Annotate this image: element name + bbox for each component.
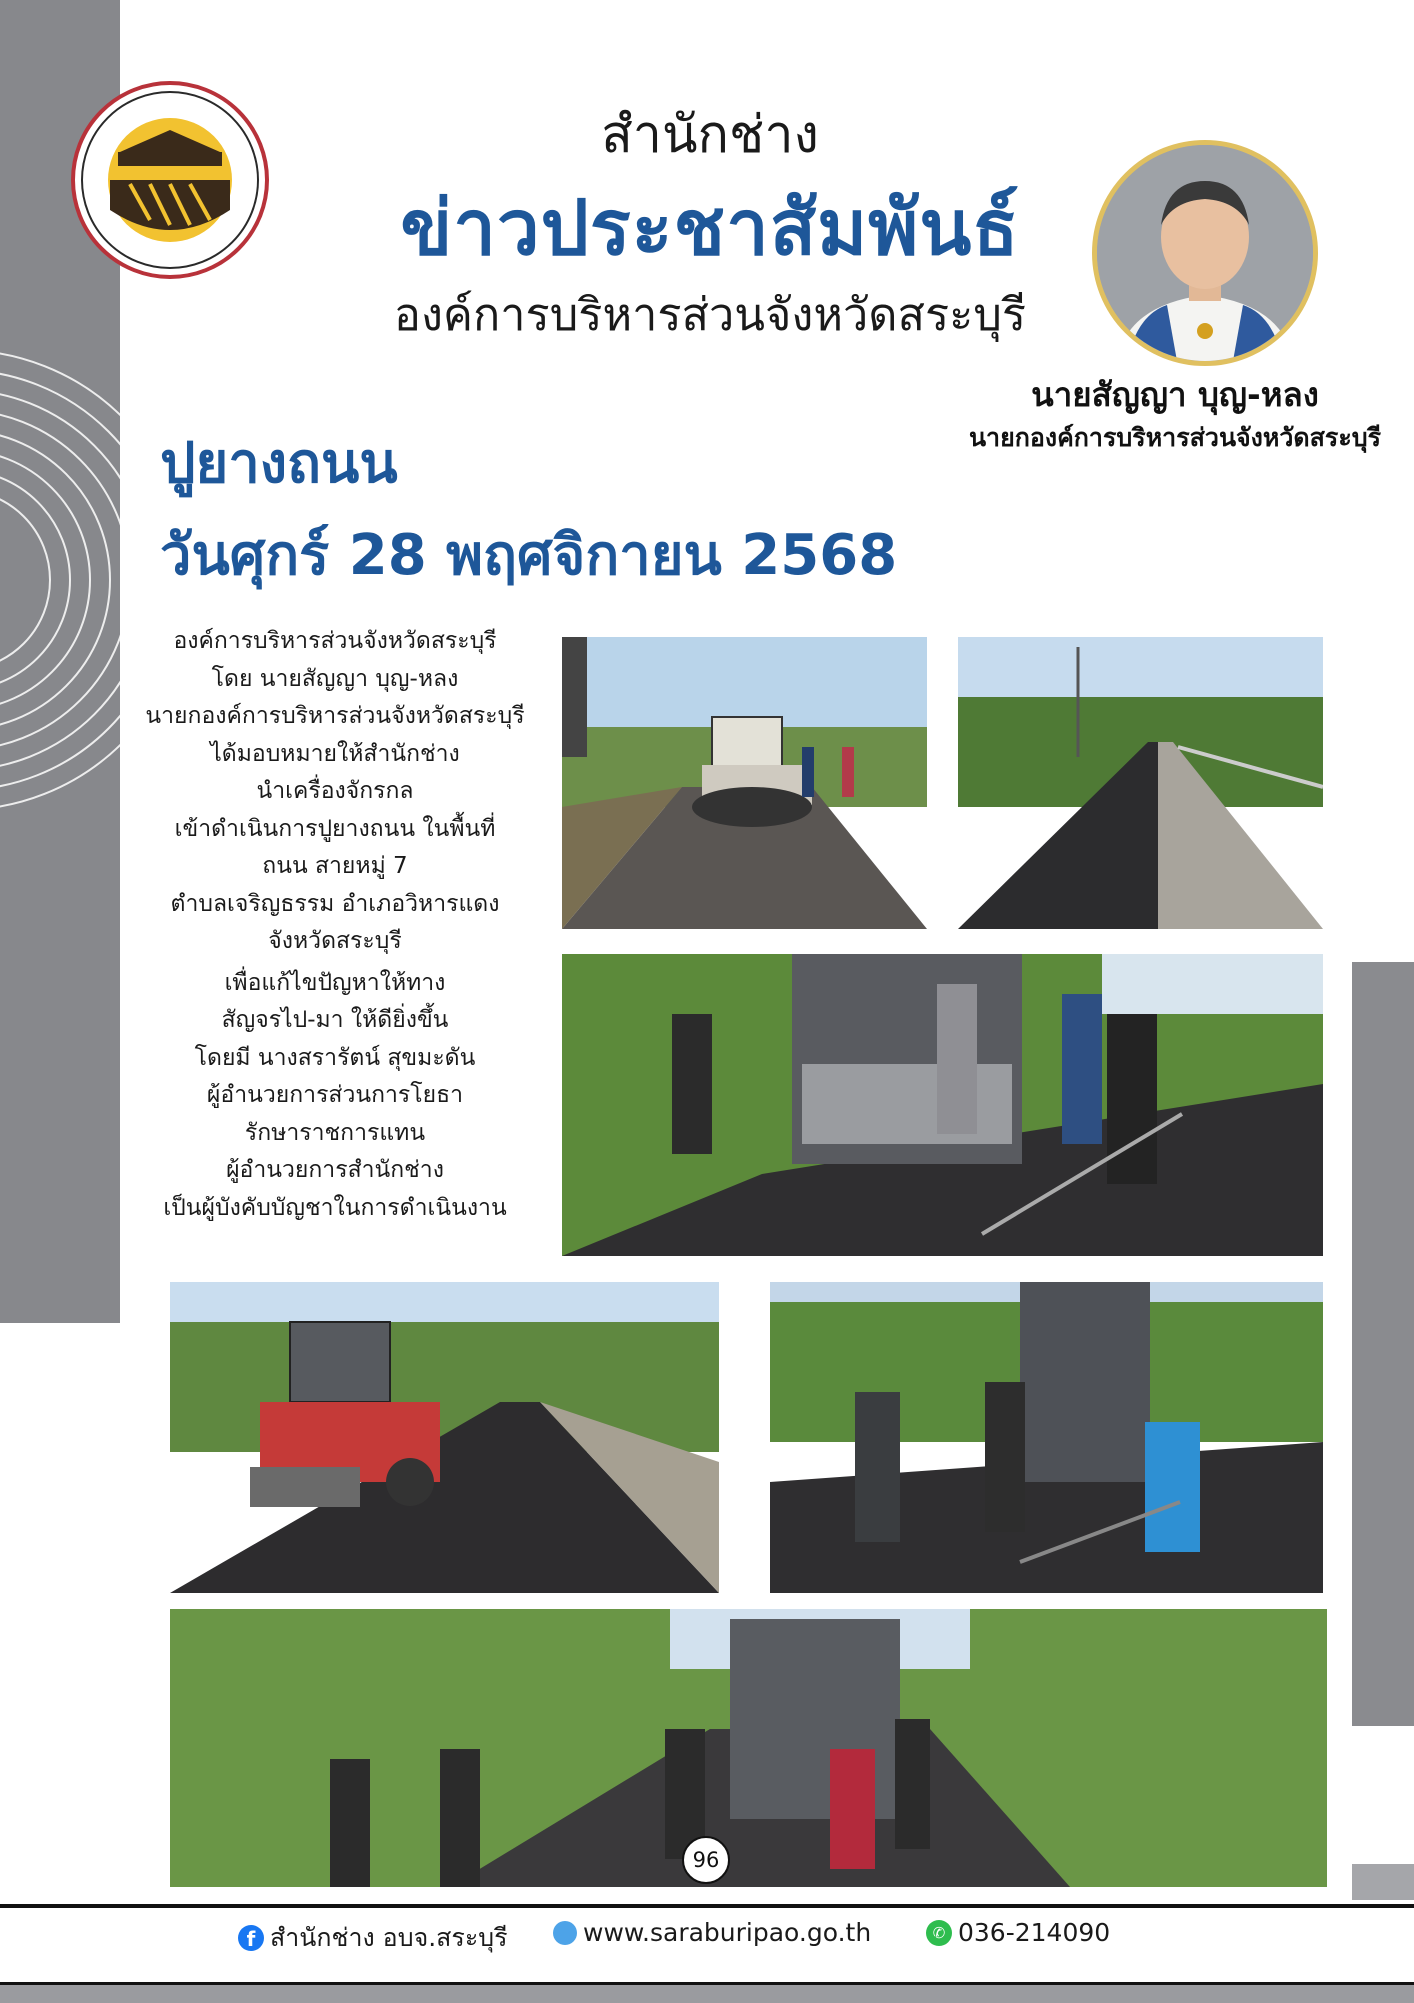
article-subject: ปูยางถนน [160, 431, 398, 496]
page-number: 96 [682, 1836, 730, 1884]
body-line: โดยมี นางสรารัตน์ สุขมะดัน [194, 1044, 476, 1071]
news-heading: ข่าวประชาสัมพันธ์ [400, 183, 1020, 272]
executive-name: นายสัญญา บุญ-หลง [1031, 375, 1319, 414]
office-heading: สำนักช่าง [601, 105, 819, 165]
executive-portrait [1092, 140, 1318, 366]
body-line: ผู้อำนวยการส่วนการโยธา [206, 1082, 464, 1108]
footer-divider [0, 1904, 1414, 1908]
facebook-page-name: สำนักช่าง อบจ.สระบุรี [270, 1923, 508, 1952]
right-decor-bar [1352, 962, 1414, 1726]
photo-road-roller [170, 1282, 719, 1593]
globe-icon [553, 1921, 577, 1945]
body-line: จังหวัดสระบุรี [268, 928, 402, 954]
arc-lines-decor [0, 300, 120, 860]
photo-new-asphalt-lane [958, 637, 1323, 929]
body-line: เป็นผู้บังคับบัญชาในการดำเนินงาน [163, 1194, 507, 1221]
body-line: นายกองค์การบริหารส่วนจังหวัดสระบุรี [145, 703, 525, 729]
photo-paving-road-wide [170, 1609, 1327, 1887]
body-line: ได้มอบหมายให้สำนักช่าง [210, 740, 460, 767]
facebook-icon: f [238, 1925, 264, 1951]
article-date: วันศุกร์ 28 พฤศจิกายน 2568 [160, 523, 898, 588]
body-line: สัญจรไป-มา ให้ดียิ่งขึ้น [221, 1007, 449, 1033]
article-body [130, 623, 540, 1227]
body-line: เพื่อแก้ไขปัญหาให้ทาง [224, 969, 446, 996]
body-line: องค์การบริหารส่วนจังหวัดสระบุรี [173, 628, 497, 654]
footer-phone[interactable] [926, 1918, 1110, 1947]
phone-icon: ✆ [926, 1920, 952, 1946]
body-line: นำเครื่องจักรกล [256, 778, 414, 804]
photo-paver-roadside [562, 637, 927, 929]
body-line: ผู้อำนวยการสำนักช่าง [226, 1157, 444, 1183]
organization-logo [70, 80, 270, 280]
body-line: โดย นายสัญญา บุญ-หลง [211, 665, 459, 692]
body-line: ตำบลเจริญธรรม อำเภอวิหารแดง [170, 890, 500, 917]
photo-paving-crew [562, 954, 1323, 1256]
body-line: เข้าดำเนินการปูยางถนน ในพื้นที่ [174, 815, 496, 842]
body-line: ถนน สายหมู่ 7 [262, 853, 408, 879]
body-line: รักษาราชการแทน [244, 1119, 426, 1146]
organization-heading: องค์การบริหารส่วนจังหวัดสระบุรี [393, 288, 1027, 341]
footer-website[interactable] [553, 1918, 871, 1947]
website-url: www.saraburipao.go.th [583, 1918, 872, 1947]
photo-paver-workers [770, 1282, 1323, 1593]
executive-title: นายกองค์การบริหารส่วนจังหวัดสระบุรี [968, 423, 1382, 452]
phone-number: 036-214090 [958, 1918, 1111, 1947]
right-decor-bar-small [1352, 1864, 1414, 1900]
footer-facebook[interactable] [238, 1918, 508, 1958]
